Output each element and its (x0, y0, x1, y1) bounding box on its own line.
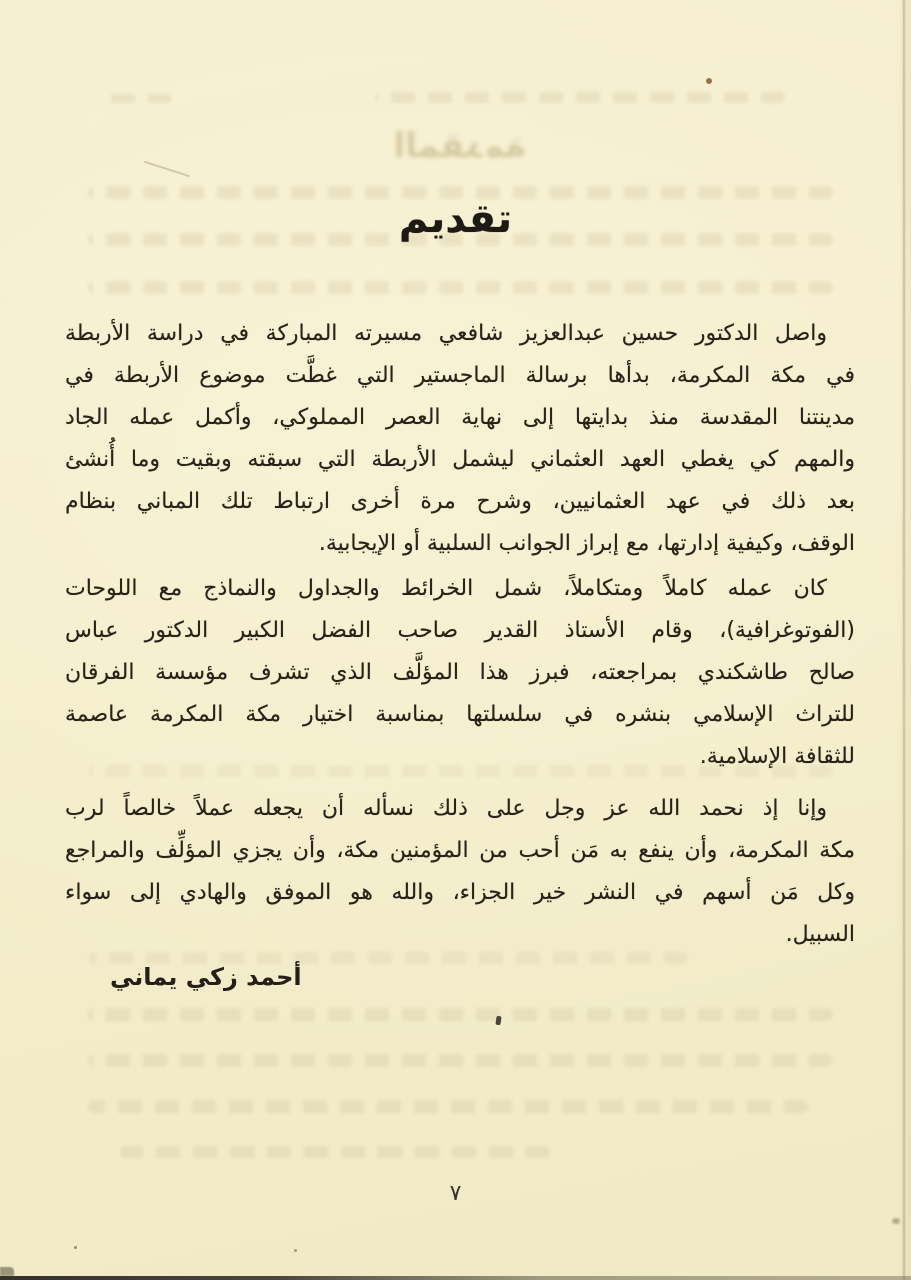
body-line: كان عمله كاملاً ومتكاملاً، شمل الخرائط والجداول والنماذج مع اللوحات (65, 576, 827, 601)
paper-speck (294, 1249, 297, 1252)
bleed-through-line (120, 1146, 550, 1158)
body-line: السبيل. (785, 922, 855, 947)
body-line: مدينتنا المقدسة منذ بدايتها إلى نهاية العصر المملوكي، وأكمل عمله الجاد (65, 405, 855, 430)
bleed-through-line (100, 94, 172, 103)
bleed-through-line (88, 1100, 808, 1113)
body-line: للثقافة الإسلامية. (699, 744, 855, 769)
body-line: والمهم كي يغطي العهد العثماني ليشمل الأربطة التي سبقته وبقيت وما أُنشئ (65, 447, 855, 472)
bleed-through-line (375, 92, 785, 103)
body-line: في مكة المكرمة، بدأها برسالة الماجستير التي غطَّت موضوع الأربطة في (65, 363, 855, 388)
body-line: مكة المكرمة، وأن ينفع به مَن أحب من المؤمنين مكة، وأن يجزي المؤلِّف والمراجع (65, 838, 855, 863)
body-line: وإنا إذ نحمد الله عز وجل على ذلك نسأله أن يجعله عملاً خالصاً لرب (65, 796, 827, 821)
paper-speck (892, 1218, 900, 1224)
paper-speck (74, 1246, 77, 1249)
body-line: بعد ذلك في عهد العثمانيين، وشرح مرة أخرى ارتباط تلك المباني بنظام (65, 489, 855, 514)
paragraph (65, 313, 855, 565)
page-title: تقديم (398, 196, 513, 242)
paper-speck (706, 78, 712, 84)
bleed-through-line (88, 281, 833, 294)
body-line: الوقف، وكيفية إدارتها، مع إبراز الجوانب السلبية أو الإيجابية. (318, 531, 855, 556)
body-line: واصل الدكتور حسين عبدالعزيز شافعي مسيرته المباركة في دراسة الأربطة (65, 321, 827, 346)
body-line: للتراث الإسلامي بنشره في سلسلتها بمناسبة اختيار مكة المكرمة عاصمة (65, 702, 855, 727)
bleed-through-title: المقدمة (393, 126, 527, 166)
scan-edge-artifact (0, 1267, 14, 1276)
paper-scratch (144, 161, 190, 178)
page-number: ٧ (449, 1181, 462, 1206)
page-crease (903, 0, 905, 1280)
body-line: (الفوتوغرافية)، وقام الأستاذ القدير صاحب الفضل الكبير الدكتور عباس (65, 618, 855, 643)
bleed-through-line (88, 1054, 833, 1067)
body-line: وكل مَن أسهم في النشر خير الجزاء، والله هو الموفق والهادي إلى سواء (65, 880, 855, 905)
paragraph (65, 568, 855, 778)
bleed-through-line (88, 1008, 833, 1021)
paragraph (65, 788, 855, 956)
ink-speck (495, 1016, 501, 1026)
signature: أحمد زكي يماني (110, 963, 302, 991)
body-line: صالح طاشكندي بمراجعته، فبرز هذا المؤلَّف الذي تشرف مؤسسة الفرقان (65, 660, 855, 685)
scan-edge-shadow (0, 1276, 911, 1280)
